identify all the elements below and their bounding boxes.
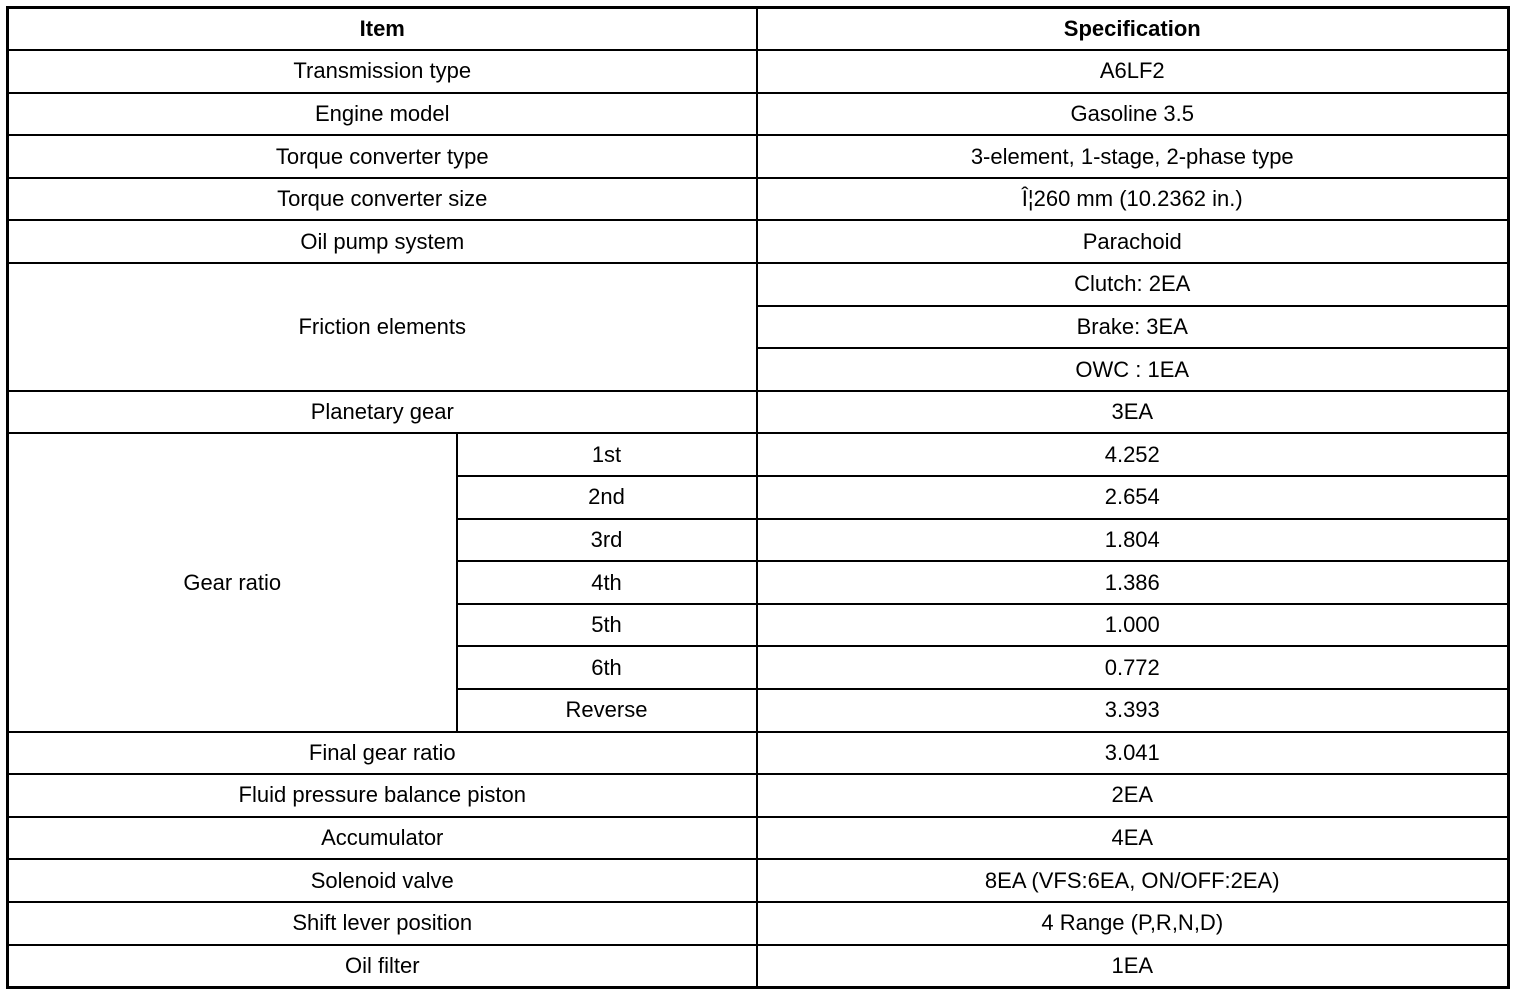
table-row-solenoid-valve <box>8 859 1509 902</box>
table-row-final-gear-ratio <box>8 732 1509 775</box>
table-row-engine-model <box>8 93 1509 136</box>
spec-cell: Parachoid <box>757 220 1509 263</box>
table-row-gear-ratio <box>8 433 1509 476</box>
item-cell: Shift lever position <box>8 902 757 945</box>
spec-cell: 8EA (VFS:6EA, ON/OFF:2EA) <box>757 859 1509 902</box>
table-row-oil-filter <box>8 945 1509 988</box>
spec-cell: 3EA <box>757 391 1509 434</box>
header-specification: Specification <box>757 8 1509 51</box>
header-item: Item <box>8 8 757 51</box>
spec-cell: 0.772 <box>757 646 1509 689</box>
table-row-fluid-pressure-balance-piston <box>8 774 1509 817</box>
table-row-friction-elements <box>8 263 1509 306</box>
spec-cell: Î¦260 mm (10.2362 in.) <box>757 178 1509 221</box>
specification-table <box>6 6 1510 989</box>
spec-cell: 4 Range (P,R,N,D) <box>757 902 1509 945</box>
item-cell: Torque converter size <box>8 178 757 221</box>
table-row-torque-converter-type <box>8 135 1509 178</box>
gear-cell: 2nd <box>457 476 757 519</box>
spec-cell: A6LF2 <box>757 50 1509 93</box>
item-cell: Fluid pressure balance piston <box>8 774 757 817</box>
table-row-planetary-gear <box>8 391 1509 434</box>
item-cell: Solenoid valve <box>8 859 757 902</box>
spec-cell: Gasoline 3.5 <box>757 93 1509 136</box>
spec-cell: OWC : 1EA <box>757 348 1509 391</box>
spec-cell: 2EA <box>757 774 1509 817</box>
table-row-torque-converter-size <box>8 178 1509 221</box>
spec-cell: 1.386 <box>757 561 1509 604</box>
gear-cell: 6th <box>457 646 757 689</box>
spec-cell: 3.393 <box>757 689 1509 732</box>
gear-cell: 1st <box>457 433 757 476</box>
item-cell: Transmission type <box>8 50 757 93</box>
spec-cell: 4EA <box>757 817 1509 860</box>
table-row-oil-pump-system <box>8 220 1509 263</box>
spec-cell: Clutch: 2EA <box>757 263 1509 306</box>
item-cell: Final gear ratio <box>8 732 757 775</box>
item-cell: Gear ratio <box>8 433 457 731</box>
item-cell: Oil pump system <box>8 220 757 263</box>
item-cell: Accumulator <box>8 817 757 860</box>
item-cell: Engine model <box>8 93 757 136</box>
spec-cell: 3.041 <box>757 732 1509 775</box>
spec-cell: 4.252 <box>757 433 1509 476</box>
spec-cell: Brake: 3EA <box>757 306 1509 349</box>
item-cell: Planetary gear <box>8 391 757 434</box>
table-row-transmission-type <box>8 50 1509 93</box>
spec-cell: 1EA <box>757 945 1509 988</box>
spec-cell: 1.804 <box>757 519 1509 562</box>
spec-cell: 3-element, 1-stage, 2-phase type <box>757 135 1509 178</box>
table-row-shift-lever-position <box>8 902 1509 945</box>
gear-cell: 3rd <box>457 519 757 562</box>
item-cell: Oil filter <box>8 945 757 988</box>
spec-cell: 2.654 <box>757 476 1509 519</box>
table-header-row <box>8 8 1509 51</box>
item-cell: Torque converter type <box>8 135 757 178</box>
gear-cell: Reverse <box>457 689 757 732</box>
table-row-accumulator <box>8 817 1509 860</box>
spec-cell: 1.000 <box>757 604 1509 647</box>
item-cell: Friction elements <box>8 263 757 391</box>
gear-cell: 5th <box>457 604 757 647</box>
gear-cell: 4th <box>457 561 757 604</box>
